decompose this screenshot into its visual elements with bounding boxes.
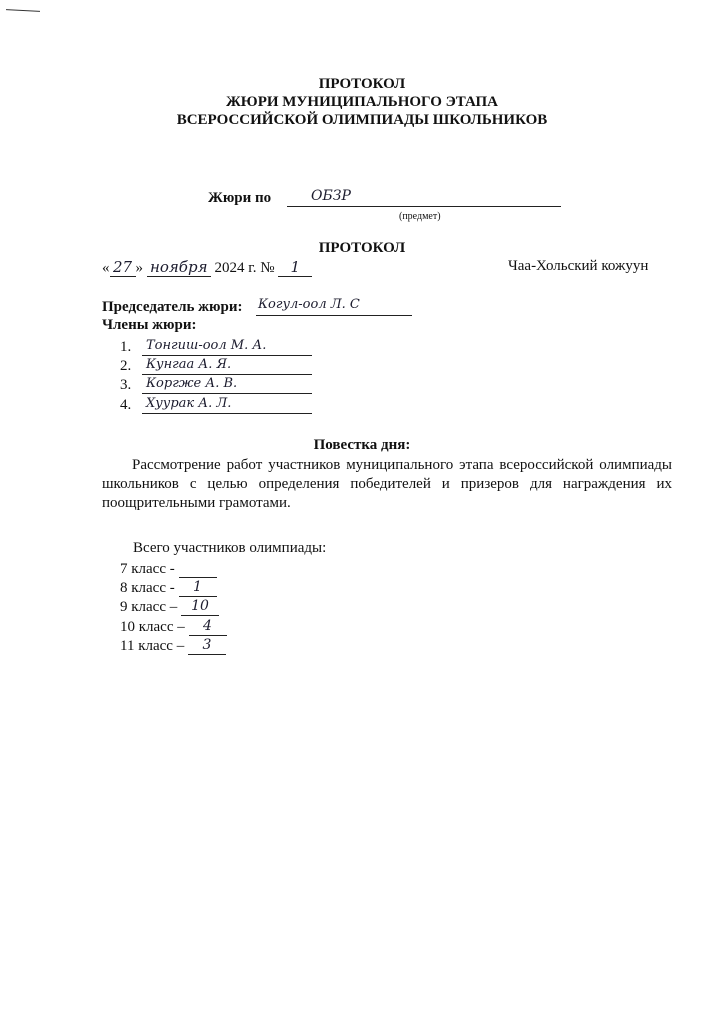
jury-label: Жюри по — [208, 190, 272, 206]
member-row — [120, 396, 312, 414]
grade-count-field[interactable]: 10 — [181, 598, 219, 616]
grade-row — [120, 618, 227, 636]
member-name-field[interactable]: Хуурак А. Л. — [142, 396, 312, 414]
member-row — [120, 338, 312, 356]
member-number: 4. — [120, 397, 132, 413]
document-title: ПРОТОКОЛ — [318, 76, 406, 92]
year-text: 2024 г. № — [214, 260, 275, 276]
member-row — [120, 357, 312, 375]
grade-count-field[interactable]: 3 — [188, 637, 226, 655]
protocol-date-line — [102, 258, 312, 277]
member-name-field[interactable]: Тонгиш-оол М. А. — [142, 338, 312, 356]
chair-label: Председатель жюри: — [102, 299, 243, 315]
member-number: 2. — [120, 358, 132, 374]
member-number: 3. — [120, 377, 132, 393]
quote-open: « — [102, 260, 110, 276]
agenda-text: Рассмотрение работ участников муниципального этапа всероссийской олимпиады школьников с целью определения победителей и призеров для награждения их поощрительными грамотами. — [102, 457, 672, 511]
protocol-number-field[interactable]: 1 — [278, 258, 312, 277]
quote-close: » — [135, 260, 143, 276]
date-day-field[interactable]: 27 — [110, 258, 136, 277]
chair-name: Когул-оол Л. С — [258, 297, 360, 312]
grade-row — [120, 560, 217, 578]
subject-field[interactable] — [287, 188, 561, 207]
participants-label: Всего участников олимпиады: — [133, 540, 327, 556]
location-text: Чаа-Хольский кожуун — [508, 258, 649, 274]
grade-row — [120, 598, 219, 616]
grade-label: 10 класс – — [120, 619, 185, 635]
protocol-title: ПРОТОКОЛ — [318, 240, 406, 256]
chair-name-field[interactable] — [256, 297, 412, 316]
scan-corner-mark — [6, 9, 40, 12]
grade-row — [120, 579, 217, 597]
agenda-title: Повестка дня: — [313, 437, 411, 453]
member-row — [120, 376, 312, 394]
grade-label: 8 класс - — [120, 580, 175, 596]
grade-label: 11 класс – — [120, 638, 185, 654]
member-name-field[interactable]: Коргже А. В. — [142, 376, 312, 394]
subject-caption: (предмет) — [399, 211, 441, 222]
grade-count-field[interactable]: 1 — [179, 579, 217, 597]
grade-count-field[interactable] — [179, 560, 217, 578]
grade-row — [120, 637, 226, 655]
document-subtitle-line1: ЖЮРИ МУНИЦИПАЛЬНОГО ЭТАПА — [225, 94, 499, 110]
document-subtitle-line2: ВСЕРОССИЙСКОЙ ОЛИМПИАДЫ ШКОЛЬНИКОВ — [176, 112, 548, 128]
date-month-field[interactable]: ноября — [147, 258, 211, 277]
grade-label: 7 класс - — [120, 561, 175, 577]
member-name-field[interactable]: Кунгаа А. Я. — [142, 357, 312, 375]
grade-count-field[interactable]: 4 — [189, 618, 227, 636]
grade-label: 9 класс – — [120, 599, 178, 615]
members-label: Члены жюри: — [102, 317, 197, 333]
member-number: 1. — [120, 339, 132, 355]
subject-value: ОБЗР — [311, 188, 351, 204]
